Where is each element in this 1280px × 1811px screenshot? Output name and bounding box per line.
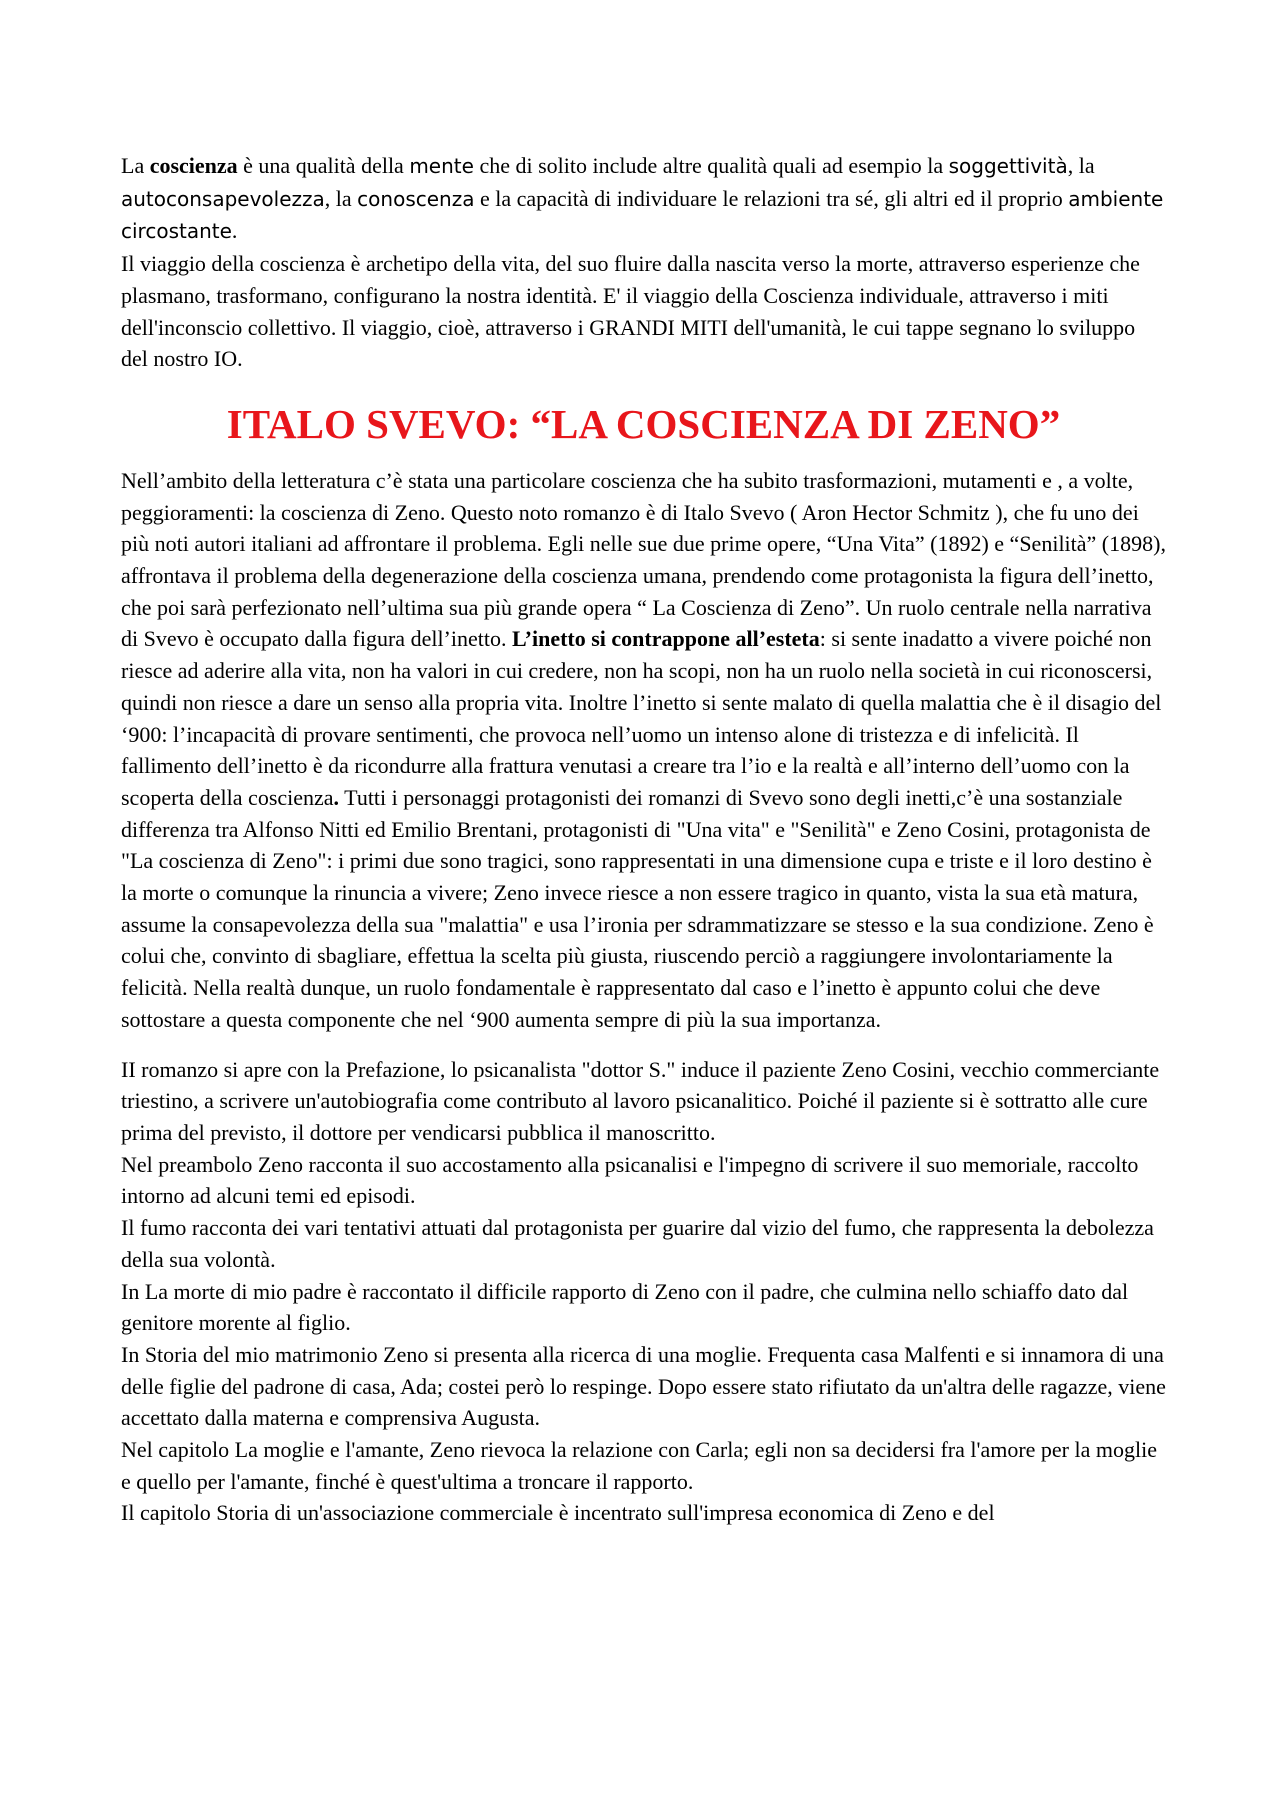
link-autoconsapevolezza[interactable]: autoconsapevolezza [121, 186, 325, 211]
main-analysis-paragraph [121, 465, 1166, 1036]
text-run: Nell’ambito della letteratura c’è stata una particolare coscienza che ha subito trasformazioni, mutamenti e , a volte, peggioramenti: la coscienza di Zeno. Questo noto romanzo è di Italo Svevo ( Aron Hector Schmitz ), che fu uno dei più noti autori italiani ad affrontare il problema. Egli nelle sue due prime opere, “Una Vita” (1892) e “Senilità” (1898), affrontava il problema della degenerazione della coscienza umana, prendendo come protagonista la figura dell’inetto, che poi sarà perfezionato nell’ultima sua più grande opera “ La Coscienza di Zeno”. Un ruolo centrale nella narrativa di Svevo è occupato dalla figura dell’inetto. [121, 467, 1166, 652]
document-page [121, 150, 1166, 1529]
summary-matrimonio-paragraph: In Storia del mio matrimonio Zeno si presenta alla ricerca di una moglie. Frequenta casa Malfenti e si innamora di una delle figlie del padrone di casa, Ada; costei però lo respinge. Dopo essere stato rifiutato da un'altra delle ragazze, viene accettato dalla materna e comprensiva Augusta. [121, 1341, 1166, 1431]
link-mente[interactable]: mente [409, 154, 474, 178]
text-run: , la [1067, 153, 1095, 178]
intro-definition-paragraph [121, 150, 1166, 248]
text-run: e la capacità di individuare le relazioni tra sé, gli altri ed il proprio [474, 185, 1069, 211]
summary-moglie-amante-paragraph: Nel capitolo La moglie e l'amante, Zeno rievoca la relazione con Carla; egli non sa decidersi fra l'amore per la moglie e quello per l'amante, finché è quest'ultima a troncare il rapporto. [121, 1437, 1157, 1494]
intro-journey-paragraph: Il viaggio della coscienza è archetipo della vita, del suo fluire dalla nascita verso la morte, attraverso esperienze che plasmano, trasformano, configurano la nostra identità. E' il viaggio della Coscienza individuale, attraverso i miti dell'inconscio collettivo. Il viaggio, cioè, attraverso i GRANDI MITI dell'umanità, le cui tappe segnano lo sviluppo del nostro IO. [121, 251, 1140, 372]
summary-fumo-paragraph: Il fumo racconta dei vari tentativi attuati dal protagonista per guarire dal vizio del fumo, che rappresenta la debolezza della sua volontà. [121, 1215, 1154, 1272]
text-run: La [121, 153, 150, 178]
summary-preambolo-paragraph: Nel preambolo Zeno racconta il suo accostamento alla psicanalisi e l'impegno di scrivere il suo memoriale, raccolto intorno ad alcuni temi ed episodi. [121, 1151, 1139, 1209]
text-run: : si sente inadatto a vivere poiché non riesce ad aderire alla vita, non ha valori in cui credere, non ha scopi, non ha un ruolo nella società in cui riconoscersi, quindi non riesce a dare un senso alla propria vita. Inoltre l’inetto si sente malato di quella malattia che è il disagio del ‘900: l’incapacità di provare sentimenti, che provoca nell’uomo un intenso alone di tristezza e di infelicità. Il fallimento dell’inetto è da ricondurre alla frattura venutasi a creare tra l’io e la realtà e all’interno dell’uomo con la scoperta della coscienza [121, 626, 1162, 810]
link-ambiente-circostante[interactable]: ambiente circostante [121, 186, 1164, 244]
link-soggettivita[interactable]: soggettività [948, 154, 1068, 178]
text-run: è una qualità della [237, 153, 410, 178]
text-run: . [231, 218, 238, 244]
paragraph-spacer [121, 1036, 1166, 1054]
text-run: , la [324, 185, 358, 211]
summary-prefazione-paragraph: II romanzo si apre con la Prefazione, lo psicanalista "dottor S." induce il paziente Zeno Cosini, vecchio commerciante triestino, a scrivere un'autobiografia come contributo al lavoro psicanalitico. Poiché il paziente si è sottratto alle cure prima del previsto, il dottore per vendicarsi pubblica il manoscritto. [121, 1056, 1160, 1145]
link-conoscenza[interactable]: conoscenza [357, 186, 475, 211]
summary-associazione-paragraph: Il capitolo Storia di un'associazione commerciale è incentrato sull'impresa economica di Zeno e del [121, 1500, 995, 1526]
bold-period: . [333, 784, 340, 810]
summary-morte-padre-paragraph: In La morte di mio padre è raccontato il difficile rapporto di Zeno con il padre, che culmina nello schiaffo dato dal genitore morente al figlio. [121, 1278, 1129, 1336]
text-run: Tutti i personaggi protagonisti dei romanzi di Svevo sono degli inetti,c’è una sostanziale differenza tra Alfonso Nitti ed Emilio Brentani, protagonisti di "Una vita" e "Senilità" e Zeno Cosini, protagonista de "La coscienza di Zeno": i primi due sono tragici, sono rappresentati in una dimensione cupa e triste e il loro destino è la morte o comunque la rinuncia a vivere; Zeno invece riesce a non essere tragico in quanto, vista la sua età matura, assume la consapevolezza della sua "malattia" e usa l’ironia per sdrammatizzare se stesso e la sua condizione. Zeno è colui che, convinto di sbagliare, effettua la scelta più giusta, riuscendo perciò a raggiungere involontariamente la felicità. Nella realtà dunque, un ruolo fondamentale è rappresentato dal caso e l’inetto è appunto colui che deve sottostare a questa componente che nel ‘900 aumenta sempre di più la sua importanza. [121, 784, 1154, 1032]
page-title: ITALO SVEVO: “LA COSCIENZA DI ZENO” [226, 400, 1061, 447]
bold-statement-inetto: L’inetto si contrappone all’esteta [511, 626, 820, 652]
bold-term-coscienza: coscienza [149, 153, 238, 178]
text-run: che di solito include altre qualità quali ad esempio la [473, 153, 949, 178]
